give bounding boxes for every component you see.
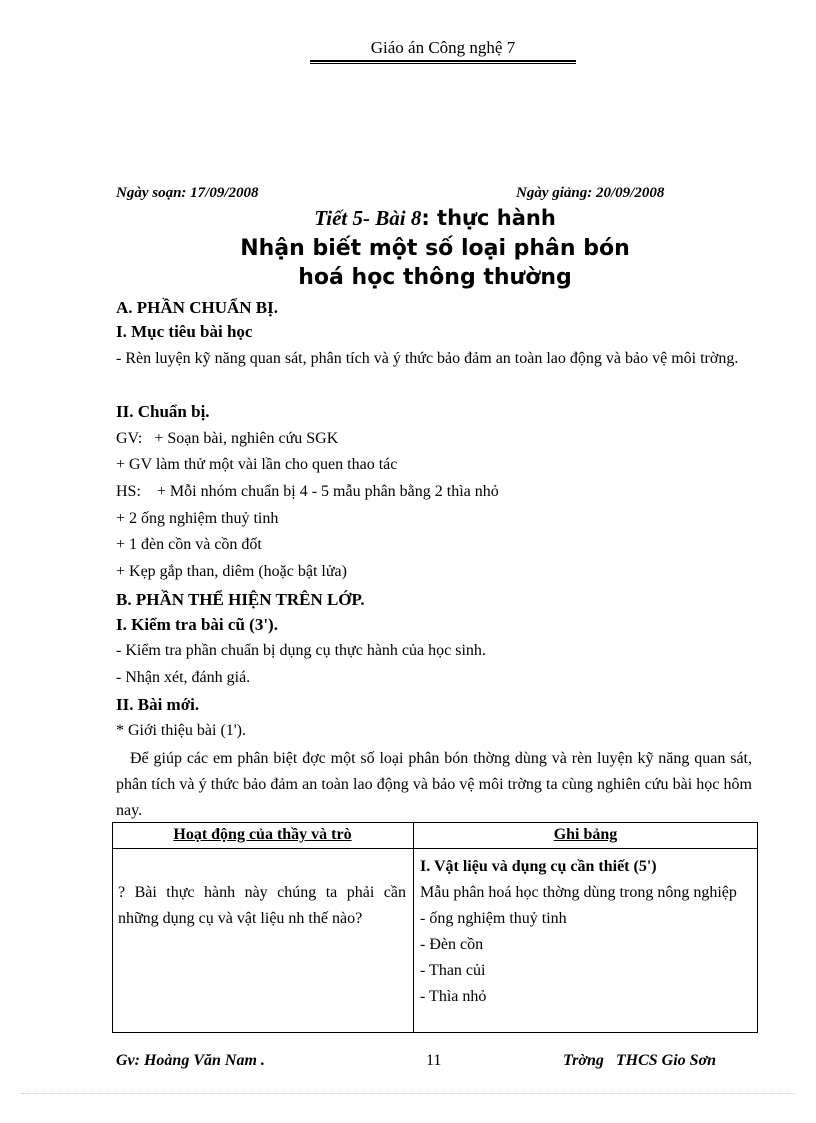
materials-item: - Đèn cồn xyxy=(420,936,484,953)
lesson-type: : thực hành xyxy=(421,206,556,230)
taught-date: Ngày giảng: 20/09/2008 xyxy=(516,185,665,201)
table-header-board: Ghi bảng xyxy=(553,826,618,843)
footer-teacher: Gv: Hoàng Văn Nam . xyxy=(116,1052,265,1069)
review-item: - Kiểm tra phần chuẩn bị dụng cụ thực hành của học sinh. xyxy=(116,642,486,659)
prepared-date: Ngày soạn: 17/09/2008 xyxy=(116,185,259,201)
objectives-heading: I. Mục tiêu bài học xyxy=(116,322,253,341)
prep-item: + 2 ống nghiệm thuỷ tinh xyxy=(116,510,279,527)
header-underline xyxy=(310,60,576,62)
page-bottom-border xyxy=(20,1093,796,1094)
prep-item: + Kẹp gắp than, diêm (hoặc bật lửa) xyxy=(116,563,347,580)
materials-item: - Than củi xyxy=(420,962,486,979)
header-underline-secondary xyxy=(310,63,576,64)
table-header-activities: Hoạt động của thầy và trò xyxy=(173,826,352,843)
document-header-title: Giáo án Công nghệ 7 xyxy=(370,38,516,57)
materials-text: Mẫu phân hoá học thờng dùng trong nông nghiệp xyxy=(420,884,737,901)
review-heading: I. Kiểm tra bài cũ (3'). xyxy=(116,615,278,634)
materials-item: - Thìa nhỏ xyxy=(420,988,487,1005)
new-lesson-heading: II. Bài mới. xyxy=(116,695,200,714)
prep-item: HS: + Mỗi nhóm chuẩn bị 4 - 5 mẫu phân bằng 2 thìa nhỏ xyxy=(116,483,499,500)
lesson-heading xyxy=(115,206,755,231)
review-item: - Nhận xét, đánh giá. xyxy=(116,669,251,686)
preparation-heading: II. Chuẩn bị. xyxy=(116,402,210,421)
page-number: 11 xyxy=(426,1052,442,1069)
prep-item: + 1 đèn cồn và cồn đốt xyxy=(116,536,262,553)
section-b-heading: B. PHẦN THỂ HIỆN TRÊN LỚP. xyxy=(116,590,365,609)
board-notes xyxy=(420,854,750,1010)
section-a-heading: A. PHẦN CHUẨN BỊ. xyxy=(116,298,278,317)
prep-item: GV: + Soạn bài, nghiên cứu SGK xyxy=(116,430,339,447)
introduction-text: Để giúp các em phân biệt đợc một số loại phân bón thờng dùng và rèn luyện kỹ năng quan sát, phân tích và ý thức bảo đảm an toàn lao động và bảo vệ môi trờng ta cùng nghiên cứu bài học hôm nay. xyxy=(116,750,752,819)
lesson-title-line-1: Nhận biết một số loại phân bón xyxy=(240,236,630,261)
materials-heading: I. Vật liệu và dụng cụ cần thiết (5') xyxy=(420,858,657,875)
lesson-number: Tiết 5- Bài 8 xyxy=(314,206,422,230)
prep-item: + GV làm thử một vài lần cho quen thao tác xyxy=(116,456,398,473)
table-column-divider xyxy=(413,822,414,1033)
footer-school: Trờng THCS Gio Sơn xyxy=(563,1052,717,1069)
objectives-text: - Rèn luyện kỹ năng quan sát, phân tích và ý thức bảo đảm an toàn lao động và bảo vệ môi trờng. xyxy=(116,350,739,367)
introduction-label: * Giới thiệu bài (1'). xyxy=(116,722,246,739)
table-header-divider xyxy=(112,848,758,849)
materials-item: - ống nghiệm thuỷ tinh xyxy=(420,910,567,927)
lesson-title-line-2: hoá học thông thường xyxy=(298,265,572,290)
teacher-question: ? Bài thực hành này chúng ta phải cần những dụng cụ và vật liệu nh thế nào? xyxy=(118,884,406,927)
